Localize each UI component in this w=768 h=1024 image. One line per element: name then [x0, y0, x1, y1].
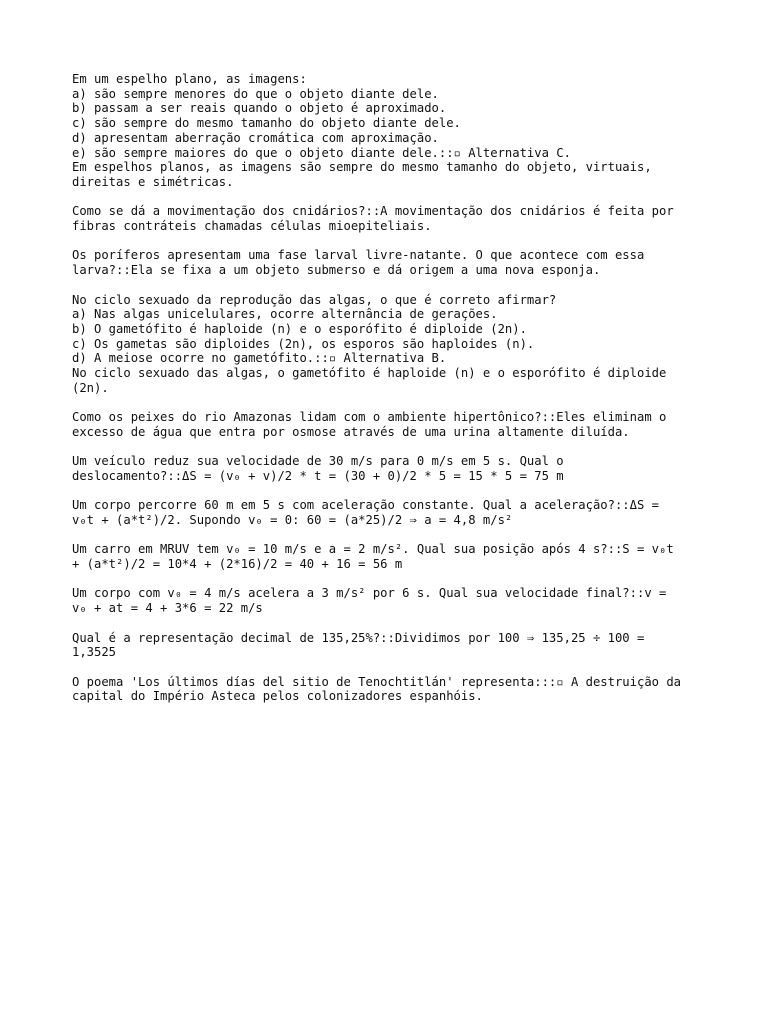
qa-item-deslocamento [72, 454, 702, 483]
qa-item-algas [72, 293, 702, 396]
text-line: Como se dá a movimentação dos cnidários?::A movimentação dos cnidários é feita por [72, 204, 674, 219]
text-line: Os poríferos apresentam uma fase larval livre-natante. O que acontece com essa [72, 248, 645, 263]
text-line: larva?::Ela se fixa a um objeto submerso e dá origem a uma nova esponja. [72, 263, 601, 278]
text-line: c) são sempre do mesmo tamanho do objeto diante dele. [72, 116, 461, 131]
document-page [72, 72, 702, 719]
qa-item-tenochtitlan [72, 675, 702, 704]
text-line: direitas e simétricas. [72, 174, 234, 189]
qa-item-poriferos [72, 248, 702, 277]
text-line: c) Os gametas são diploides (2n), os esporos são haploides (n). [72, 336, 535, 351]
text-line: O poema 'Los últimos días del sitio de Tenochtitlán' representa:::▫ A destruição da [72, 674, 682, 689]
qa-item-mruv-posicao [72, 542, 702, 571]
text-line: Um carro em MRUV tem v₀ = 10 m/s e a = 2 m/s². Qual sua posição após 4 s?::S = v₀t [72, 542, 674, 557]
text-line: Em um espelho plano, as imagens: [72, 72, 307, 86]
text-line: Como os peixes do rio Amazonas lidam com o ambiente hipertônico?::Eles eliminam o [72, 410, 667, 425]
text-line: v₀t + (a*t²)/2. Supondo v₀ = 0: 60 = (a*25)/2 ⇒ a = 4,8 m/s² [72, 513, 513, 527]
text-line: e) são sempre maiores do que o objeto diante dele.::▫ Alternativa C. [72, 145, 571, 160]
qa-item-peixes-amazonas [72, 410, 702, 439]
qa-item-velocidade-final [72, 586, 702, 615]
text-line: Um corpo com v₀ = 4 m/s acelera a 3 m/s² por 6 s. Qual sua velocidade final?::v = [72, 586, 667, 601]
text-line: a) são sempre menores do que o objeto diante dele. [72, 86, 439, 101]
text-line: a) Nas algas unicelulares, ocorre alternância de gerações. [72, 307, 498, 322]
text-line: d) A meiose ocorre no gametófito.::▫ Alternativa B. [72, 351, 447, 366]
text-line: Um veículo reduz sua velocidade de 30 m/s para 0 m/s em 5 s. Qual o [72, 454, 564, 469]
qa-item-decimal [72, 631, 702, 660]
text-line: deslocamento?::ΔS = (v₀ + v)/2 * t = (30 + 0)/2 * 5 = 15 * 5 = 75 m [72, 468, 564, 483]
text-line: b) O gametófito é haploide (n) e o esporófito é diploide (2n). [72, 321, 527, 336]
text-line: Um corpo percorre 60 m em 5 s com aceleração constante. Qual a aceleração?::ΔS = [72, 498, 659, 513]
text-line: Qual é a representação decimal de 135,25%?::Dividimos por 100 ⇒ 135,25 ÷ 100 = [72, 630, 645, 645]
text-line: fibras contráteis chamadas células mioepiteliais. [72, 219, 432, 234]
text-line: + (a*t²)/2 = 10*4 + (2*16)/2 = 40 + 16 = 56 m [72, 557, 403, 572]
qa-item-aceleracao [72, 498, 702, 527]
text-line: (2n). [72, 380, 109, 395]
qa-item-cnidarios [72, 204, 702, 233]
qa-item-espelho-plano [72, 72, 702, 190]
text-line: No ciclo sexuado das algas, o gametófito é haploide (n) e o esporófito é diploide [72, 366, 667, 381]
text-line: b) passam a ser reais quando o objeto é aproximado. [72, 101, 447, 116]
text-line: 1,3525 [72, 645, 117, 660]
text-line: d) apresentam aberração cromática com aproximação. [72, 130, 439, 145]
text-line: No ciclo sexuado da reprodução das algas, o que é correto afirmar? [72, 292, 557, 307]
text-line: capital do Império Asteca pelos colonizadores espanhóis. [72, 689, 483, 704]
text-line: Em espelhos planos, as imagens são sempre do mesmo tamanho do objeto, virtuais, [72, 160, 652, 175]
text-line: v₀ + at = 4 + 3*6 = 22 m/s [72, 601, 263, 616]
text-line: excesso de água que entra por osmose através de uma urina altamente diluída. [72, 424, 630, 439]
